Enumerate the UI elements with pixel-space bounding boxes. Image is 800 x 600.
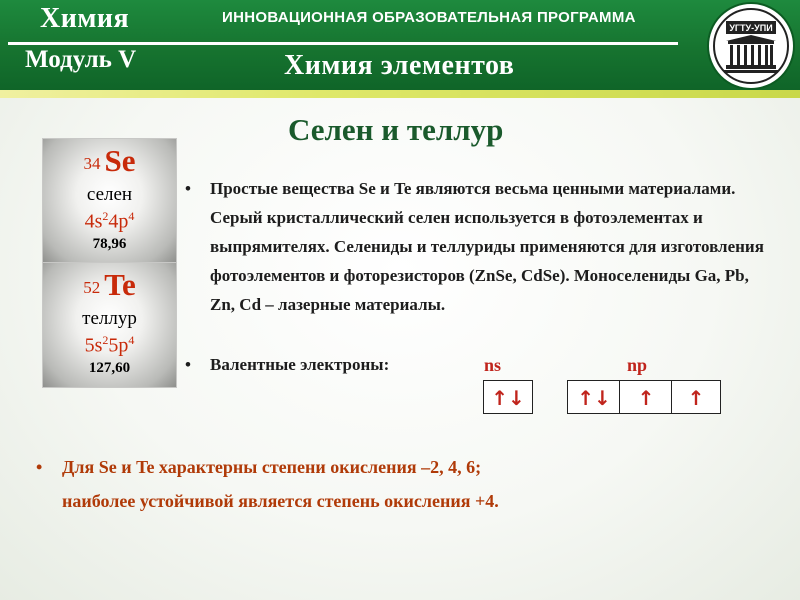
program-title: ИННОВАЦИОННАЯ ОБРАЗОВАТЕЛЬНАЯ ПРОГРАММА	[222, 9, 636, 26]
oxidation-states	[36, 450, 776, 518]
slide-title: Селен и теллур	[288, 112, 504, 147]
atomic-number: 34	[83, 154, 101, 173]
content-bullets	[185, 174, 775, 379]
module-title: Модуль V	[25, 46, 137, 73]
element-symbol: Te	[104, 267, 136, 302]
logo-text: УГТУ-УПИ	[729, 23, 773, 33]
element-name: теллур	[82, 308, 137, 329]
ns-label: ns	[484, 355, 502, 375]
atomic-mass: 78,96	[92, 235, 127, 252]
np-label: np	[627, 355, 648, 375]
element-card-selenium	[42, 138, 177, 264]
bullet-valence-electrons: • Валентные электроны:	[185, 350, 775, 379]
subject-title: Химия	[40, 3, 130, 34]
np-orbital-cell: ↑↓	[567, 380, 621, 414]
element-name: селен	[86, 184, 133, 205]
atomic-mass: 127,60	[88, 359, 131, 376]
atomic-number: 52	[83, 278, 101, 297]
ns-orbital-cell: ↑↓	[483, 380, 533, 414]
bullet-simple-substances: • Простые вещества Se и Te являются весьма ценными материалами. Серый кристаллический селен используется в фотоэлементах и выпрямителях. Селениды и теллуриды применяются для изготовления фотоэлементов и фоторезисторов (ZnSe, CdSe). Моноселениды Ga, Pb, Zn, Cd – лазерные материалы.	[185, 174, 775, 319]
university-logo	[706, 1, 796, 91]
oxidation-line-1: • Для Se и Te характерны степени окисления –2, 4, 6;	[36, 450, 776, 484]
header-accent-strip	[0, 90, 800, 98]
header-divider	[8, 42, 678, 45]
electron-configuration: $4s^24p^4$	[84, 209, 135, 233]
np-orbital-cell: ↑	[671, 380, 721, 414]
oxidation-line-2: наиболее устойчивой является степень окисления +4.	[62, 491, 499, 511]
element-card-tellurium	[42, 262, 177, 388]
topic-title: Химия элементов	[284, 50, 515, 81]
header-bar	[0, 0, 800, 92]
np-orbital-cell: ↑	[619, 380, 673, 414]
element-symbol: Se	[104, 143, 136, 178]
electron-configuration: $5s^25p^4$	[84, 333, 135, 357]
